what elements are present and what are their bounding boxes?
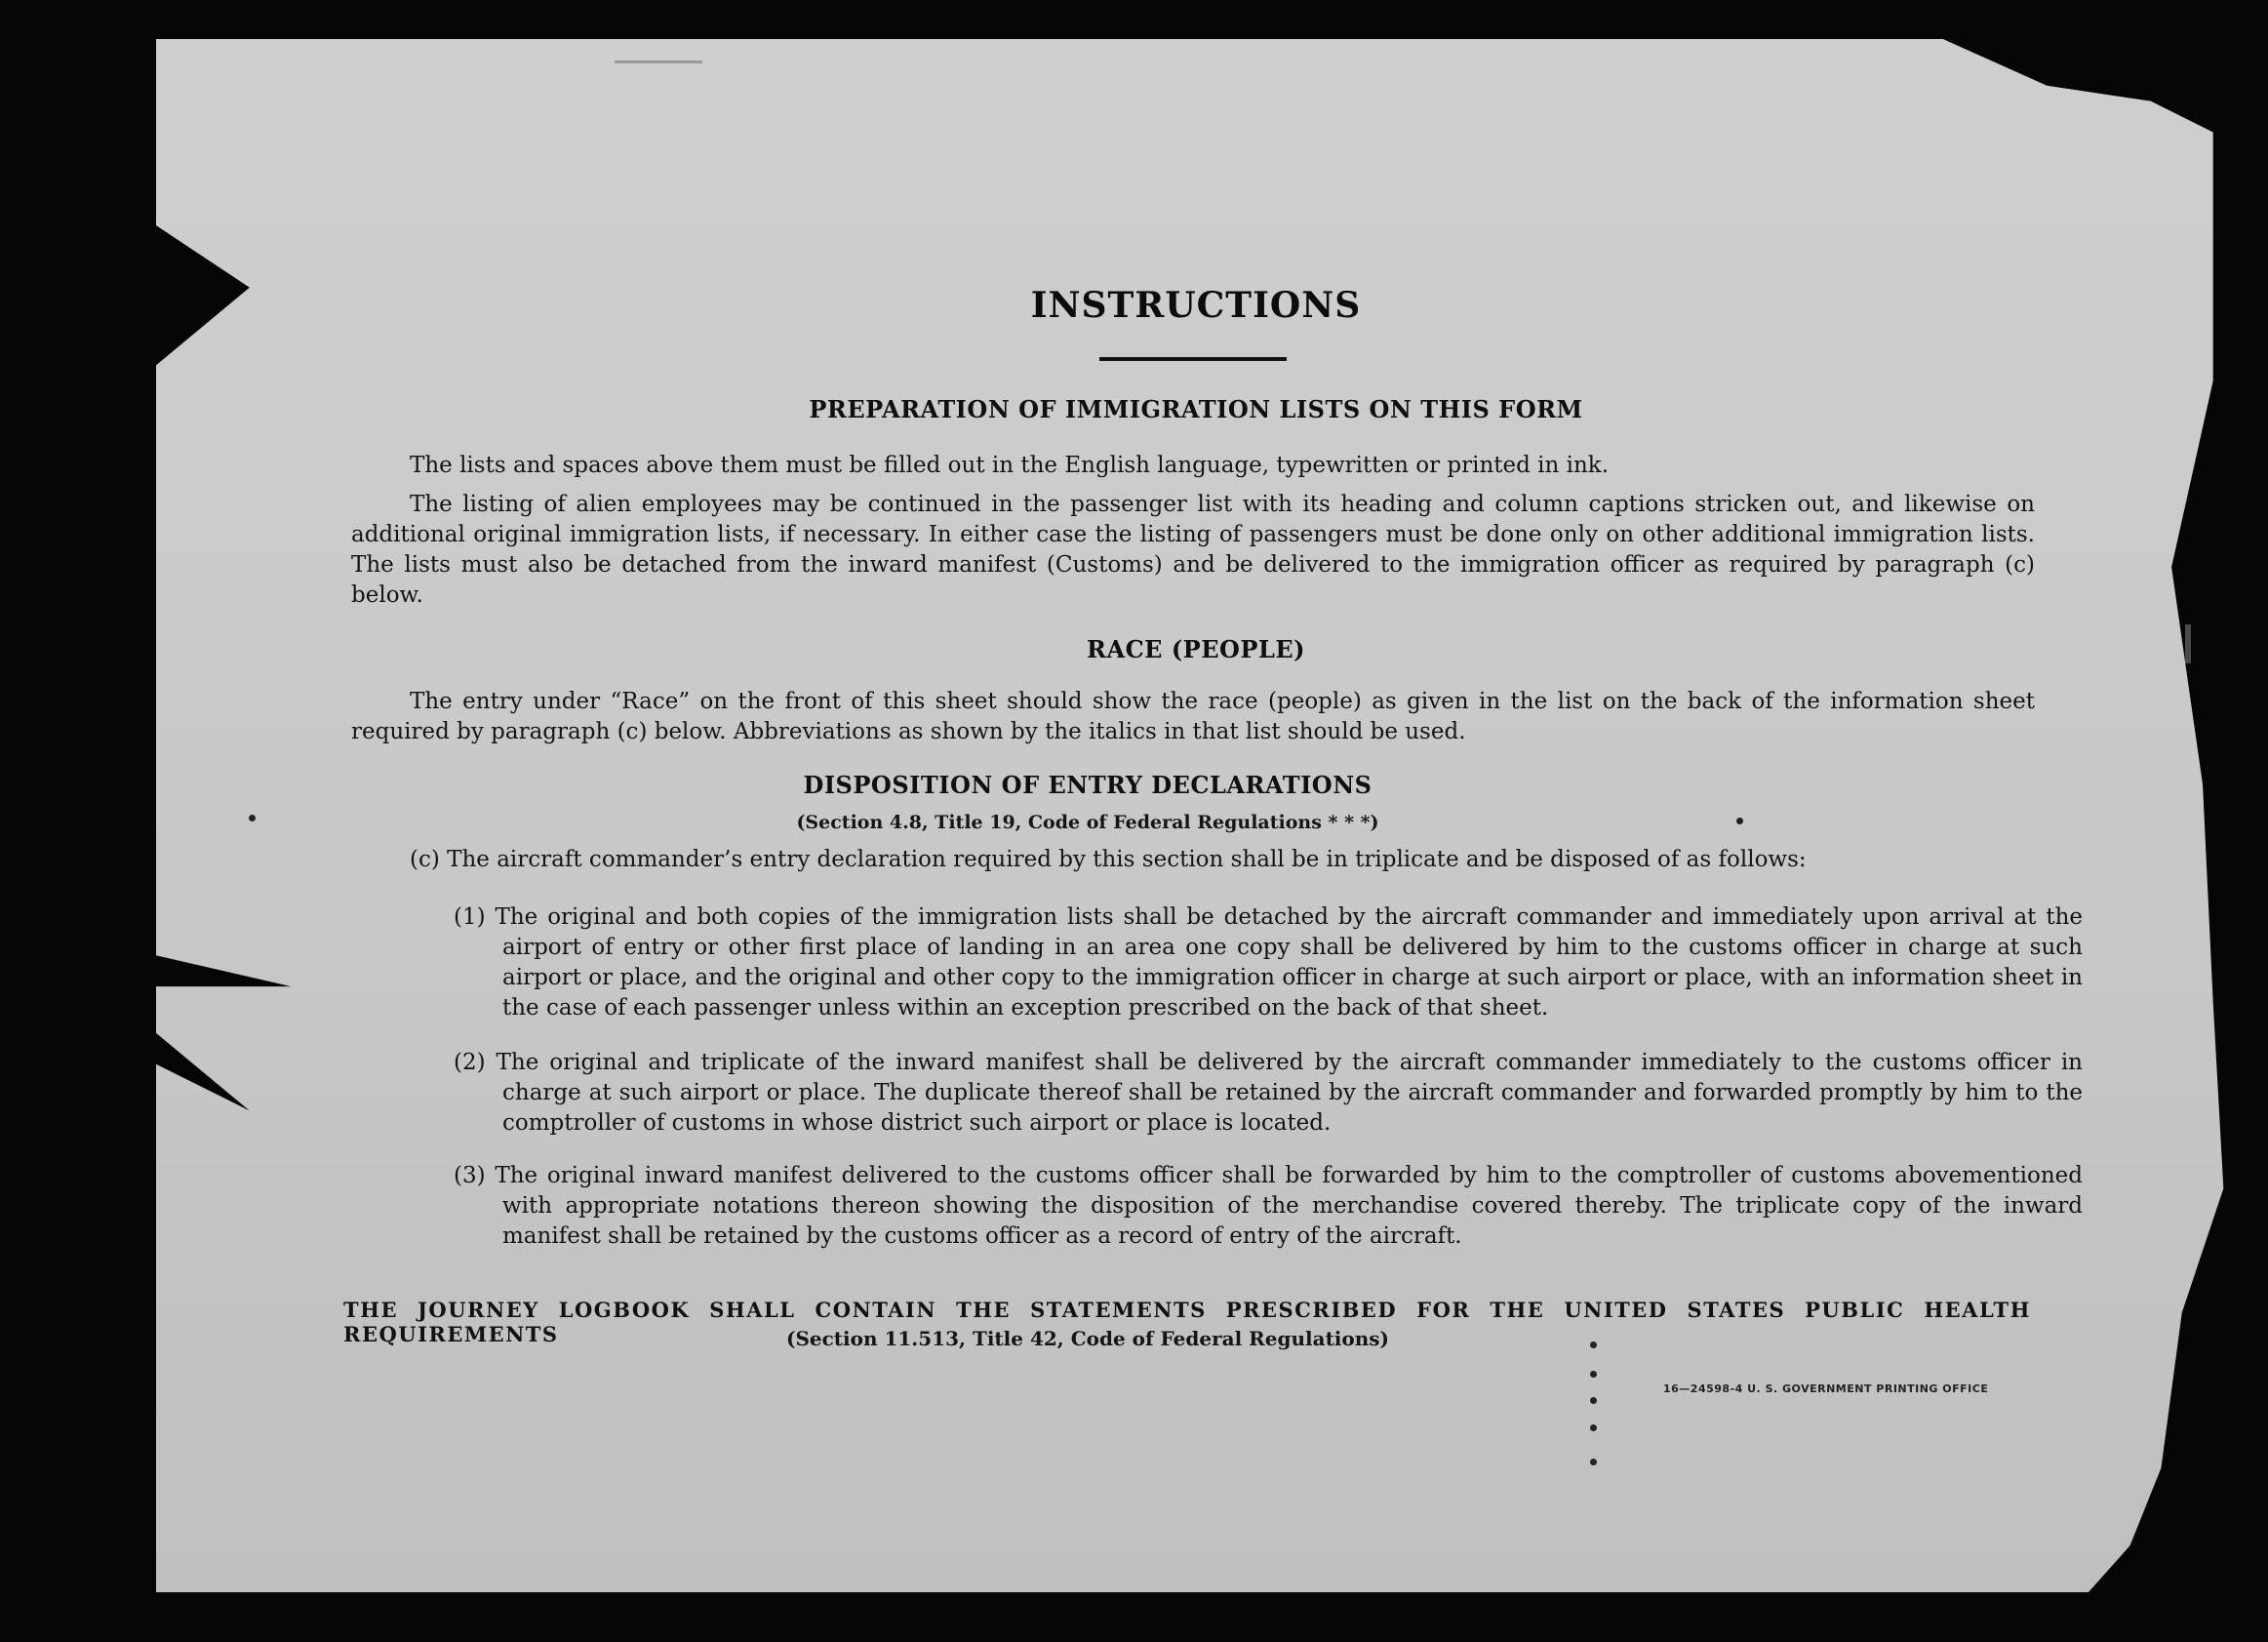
- paragraph-alien-employees: The listing of alien employees may be continued in the passenger list with its heading and column captions stricken out, and likewise on additional original immigration lists, if necessary. In either case the listing of passengers must be done only on other additional immigration lists. The lists must also be detached from the inward manifest (Customs) and be delivered to the immigration officer as required by paragraph (c) below.: [351, 492, 2035, 608]
- margin-dot: [1590, 1342, 1597, 1348]
- margin-dot: [1590, 1397, 1597, 1404]
- list-item-2: (2) The original and triplicate of the inward manifest shall be delivered by the aircraft commander immediately to the customs officer in charge at such airport or place. The duplicate thereof shall be retained by the aircraft commander and forwarded promptly by him to the comptroller of customs in whose district such airport or place is located.: [454, 1050, 2083, 1136]
- section-heading-race: RACE (PEOPLE): [1087, 635, 1305, 663]
- section-citation-title19: (Section 4.8, Title 19, Code of Federal Regulations * * *): [796, 812, 1379, 833]
- margin-dot: [1590, 1459, 1597, 1465]
- ink-mark: [615, 60, 702, 63]
- ink-mark: [2185, 624, 2191, 663]
- bleed-through-text: [595, 171, 612, 198]
- paragraph-race-entry: The entry under “Race” on the front of this sheet should show the race (people) as given in the list on the back of the information sheet required by paragraph (c) below. Abbreviations as shown by the italics in that list should be used.: [351, 689, 2035, 744]
- margin-dot: [1736, 818, 1743, 824]
- section-heading-disposition: DISPOSITION OF ENTRY DECLARATIONS: [803, 771, 1373, 799]
- margin-dot: [1590, 1371, 1597, 1378]
- list-item-1: (1) The original and both copies of the immigration lists shall be detached by the aircraft commander and immediately upon arrival at the airport of entry or other first place of landing in an area one copy shall be delivered by him to the customs officer in charge at such airport or place, and the original and other copy to the immigration officer in charge at such airport or place, with an information sheet in the case of each passenger unless within an exception prescribed on the back of that sheet.: [454, 904, 2083, 1021]
- paragraph-english-language: The lists and spaces above them must be filled out in the English language, typewritten or printed in ink.: [410, 453, 1610, 478]
- margin-dot: [249, 815, 256, 821]
- printing-office-code: 16—24598-4 U. S. GOVERNMENT PRINTING OFFICE: [1663, 1382, 1989, 1395]
- list-item-3: (3) The original inward manifest delivered to the customs officer shall be forwarded by him to the comptroller of customs abovementioned with appropriate notations thereon showing the disposition of the merchandise covered thereby. The triplicate copy of the inward manifest shall be retained by the customs officer as a record of entry of the aircraft.: [454, 1163, 2083, 1249]
- paragraph-c-entry-declaration: (c) The aircraft commander’s entry declaration required by this section shall be in triplicate and be disposed of as follows:: [410, 847, 1807, 872]
- title-underline: [1099, 357, 1287, 361]
- footer-citation-title42: (Section 11.513, Title 42, Code of Federal Regulations): [785, 1327, 1390, 1350]
- section-heading-preparation: PREPARATION OF IMMIGRATION LISTS ON THIS FORM: [809, 395, 1583, 423]
- margin-dot: [1590, 1424, 1597, 1431]
- footer-journey-logbook: THE JOURNEY LOGBOOK SHALL CONTAIN THE STATEMENTS PRESCRIBED FOR THE UNITED STATES PUBLIC HEALTH REQUIREMENTS: [343, 1298, 2031, 1346]
- page-title: INSTRUCTIONS: [1030, 285, 1362, 326]
